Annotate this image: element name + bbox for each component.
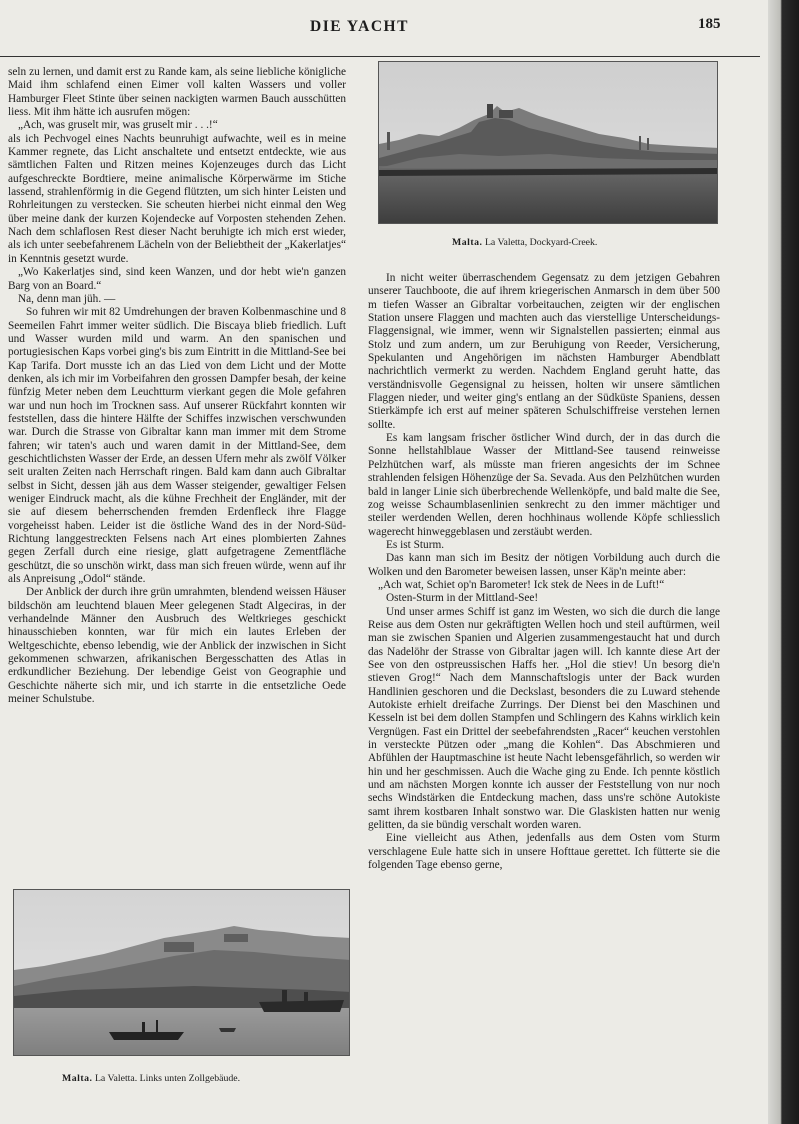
right-paragraph: Und unser armes Schiff ist ganz im Westen, wo sich die durch die lange Reise aus dem Osten nur gekräftigten Wellen hoch und steil auftürmen, weil man sie zwischen Spanien und Algerien zusammengestaucht hat und durch das Nadelöhr der Strasse von Gibraltar jagen will. Ich kannte diese Art der See von den ostpreussischen Haffs her. „Hol die stiev! Un besorg die'n stieven Grog!“ Nach dem Mannschaftslogis unter der Back wurden Handlinien geschoren und die Deckslast, besonders die zu Luward stehende Autokiste erhielt dreifache Zurrings. Der Dienst bei den Maschinen und Kesseln ist bei dem dollen Stampfen und Schlingern des Kahns wirklich kein Vergnügen. Fast ein Drittel der seebefahrendsten „Racer“ keuchen verstohlen in versteckte Pützen oder „mang die Kohlen“. Das Abschmieren und Abfühlen der Hauptmaschine ist heute Nacht lebensgefährlich, so werden wir hin und her geschmissen. Auch die Wache ging zu Ende. Ich pennte köstlich und am nächsten Morgen konnte ich ausser der Feststellung von nur noch sechs Windstärken die Entdeckung machen, dass uns're schöne Autokiste samt ihrem kostbaren Inhalt sonstwo war. Die Glaskisten hatten nur wenig gelitten, da sie bündig verschalt worden waren.: [368, 605, 720, 832]
right-paragraph: Es ist Sturm.: [386, 538, 445, 551]
right-paragraph: Es kam langsam frischer östlicher Wind durch, der in das durch die Sonne hellstahlblaue Wasser der Mittland-See tausend reinweisse Pelzhütchen warf, als müsste man frieren angesichts der im Schnee strahlenden felsigen Höhenzüge der Sa. Sevada. Aus den Pelzhütchen wurden bald in langer Linie sich überbrechende Wellenköpfe, und bald malte die See, zog weisse Schaumblasenlinien senkrecht zu den immer mächtiger und steiler werdenden Wellen, deren hochhinaus wollende Köpfe schliesslich wagerecht hinweggeblasen und zerstäubt werden.: [368, 432, 720, 538]
left-quote: „Ach, was gruselt mir, was gruselt mir . . .!“: [18, 119, 218, 132]
left-column: [8, 66, 346, 707]
caption-place: Malta.: [62, 1073, 93, 1084]
caption-la-valetta: [62, 1073, 240, 1084]
page-number: 185: [698, 16, 721, 32]
left-paragraph: als ich Pechvogel eines Nachts beunruhigt aufwachte, weil es in meine Kammer regnete, das Licht anschaltete und entsetzt entdeckte, wie aus sämtlichen Falten und Ritzen meines Kojenzeuges durch das Licht aufgeschreckte Bordtiere, meine animalische Körperwärme im Stiche lassend, strahlenförmig in die Gegend flützten, um sich hinter Leisten und Rohrleitungen zu verstecken. Sie scheuten hierbei nicht einmal den Weg über meine dank der kurzen Kojendecke auf Vorposten stehenden Zehen. Nach dem schlaflosen Rest dieser Nacht beruhigte ich mich erst wieder, als ich unter seebefahrenem Lächeln von der Beliebtheit der „Kakerlatjes“ in Kenntnis gesetzt wurde.: [8, 132, 346, 265]
left-paragraph: So fuhren wir mit 82 Umdrehungen der braven Kolbenmaschine und 8 Seemeilen Fahrt immer weiter südlich. Die Biscaya blieb friedlich. Luft und Wasser wurden mild und warm. An den spanischen und portugiesischen Kaps vorbei ging's bis zum Eintritt in die Mittland-See bei Kap Tarifa. Dort musste ich an das Lied von dem Licht und der Motte denken, als ich mir im Vorbeifahren den grossen Dampfer besah, der keine fünfzig Meter neben dem Leuchtturm vierkant gegen die Mole gefahren war und nun hoch im Trocknen sass. Auf unserer Rückfahrt konnten wir feststellen, dass die hintere Hälfte der Schiffes inzwischen verschwunden war. Durch die Strasse von Gibraltar kann man immer mit dem Strome fahren; wir taten's auch und waren damit in der Mittland-See, dem geschichtlichsten Wasser der Erde, an dessen Ufern mehr als zwölf Völker seit uralten Zeiten nach Herrschaft ringen. Bald kam dann auch Gibraltar selbst in Sicht, dessen jäh aus dem Wasser steigender, gewaltiger Felsen weniger Eindruck macht, als die kühne Frechheit der Engländer, mit der sie auf diesem beherrschenden fremden Erdenfleck ihre Flagge vorgeheisst haben. Leider ist die östliche Wand des in der Nord-Süd-Richtung langgestreckten Felsens nach Art eines plombierten Zahnes gegen Zerfall durch eine riesige, glatt aufgetragene Zementfläche geschützt, die so unschön wirkt, dass man sich freuen würde, wenn auf ihr als Anpreisung „Odol“ stände.: [8, 306, 346, 586]
right-paragraph: Osten-Sturm in der Mittland-See!: [386, 592, 539, 605]
running-head: [0, 18, 799, 42]
photo-malta-dockyard-creek: [378, 61, 718, 224]
caption-text: La Valetta. Links unten Zollgebäude.: [94, 1073, 241, 1084]
caption-dockyard-creek: [452, 237, 597, 248]
left-paragraph: seln zu lernen, und damit erst zu Rande kam, als seine liebliche königliche Maid ihm schlafend einen Eimer voll kalten Wassers und voller Hamburger Fleet Stinte über seinen nackigten warmen Bauch ausschütten liess. Mit ihm hätte ich ausrufen mögen:: [8, 66, 346, 119]
scan-edge: [768, 0, 799, 1124]
left-paragraph: Der Anblick der durch ihre grün umrahmten, blendend weissen Häuser bildschön am leuchtend blauen Meer gelegenen Stadt Algeciras, in der verhandelnde Männer den Ausbruch des Weltkrieges geschickt hinausschieben konnten, war für mich ein lautes Erleben der Weltgeschichte, ebenso lebendig, wie der Anblick der inzwischen in Sicht gekommenen schwarzen, afrikanischen Bergesschatten des Atlas in erdkundlicher Beziehung. Der lebendige Geist von Geographie und Geschichte näherte sich mir, und ich starrte in die entsetzliche Oede meiner Schulstube.: [8, 586, 346, 706]
caption-text: La Valetta, Dockyard-Creek.: [484, 237, 598, 248]
right-column: [368, 272, 720, 872]
left-quote: „Wo Kakerlatjes sind, sind keen Wanzen, und dor hebt wie'n ganzen Barg von an Board.“: [8, 266, 346, 292]
right-paragraph: Eine vielleicht aus Athen, jedenfalls aus dem Osten vom Sturm verschlagene Eule hatte sich in unsere Hofttaue gerettet. Ich fütterte sie die folgenden Tage ebenso gerne,: [368, 832, 720, 872]
caption-place: Malta.: [452, 237, 483, 248]
right-paragraph: Das kann man sich im Besitz der nötigen Vorbildung auch durch die Wolken und den Barometer beweisen lassen, unser Käp'n meinte aber:: [368, 552, 720, 578]
running-title: DIE YACHT: [310, 18, 409, 35]
header-rule: [0, 56, 760, 57]
right-paragraph: In nicht weiter überraschendem Gegensatz zu dem jetzigen Gebahren unserer Tauchboote, die auf ihrem kriegerischen Anmarsch in dem über 500 m tiefen Wasser an Gibraltar vorbeitauchen, zeigten wir der englischen Station unsere Flaggen und machten auch das vierstellige Unterscheidungs-Flaggensignal, wie immer, wenn wir Signalstellen passierten; einmal aus Stolz und zum andern, um zur Beruhigung von Reeder, Versicherung, Spekulanten und Angehörigen im nächsten Hamburger Abendblatt nachrichtlich vermerkt zu werden. Nachdem England geruht hatte, das verständnisvolle Gegensignal zu heissen, holten wir unsere sämtlichen Flaggen nieder, und weiter ging's entlang an der Südküste Spaniens, dessen Stierkämpfe ich erst auf meiner späteren Schulschiffreise verstehen lernen sollte.: [368, 272, 720, 431]
right-quote: „Ach wat, Schiet op'n Barometer! Ick stek de Nees in de Luft!“: [378, 578, 665, 591]
left-quote: Na, denn man jüh. —: [18, 292, 116, 305]
photo-malta-la-valetta-harbour: [13, 889, 350, 1056]
